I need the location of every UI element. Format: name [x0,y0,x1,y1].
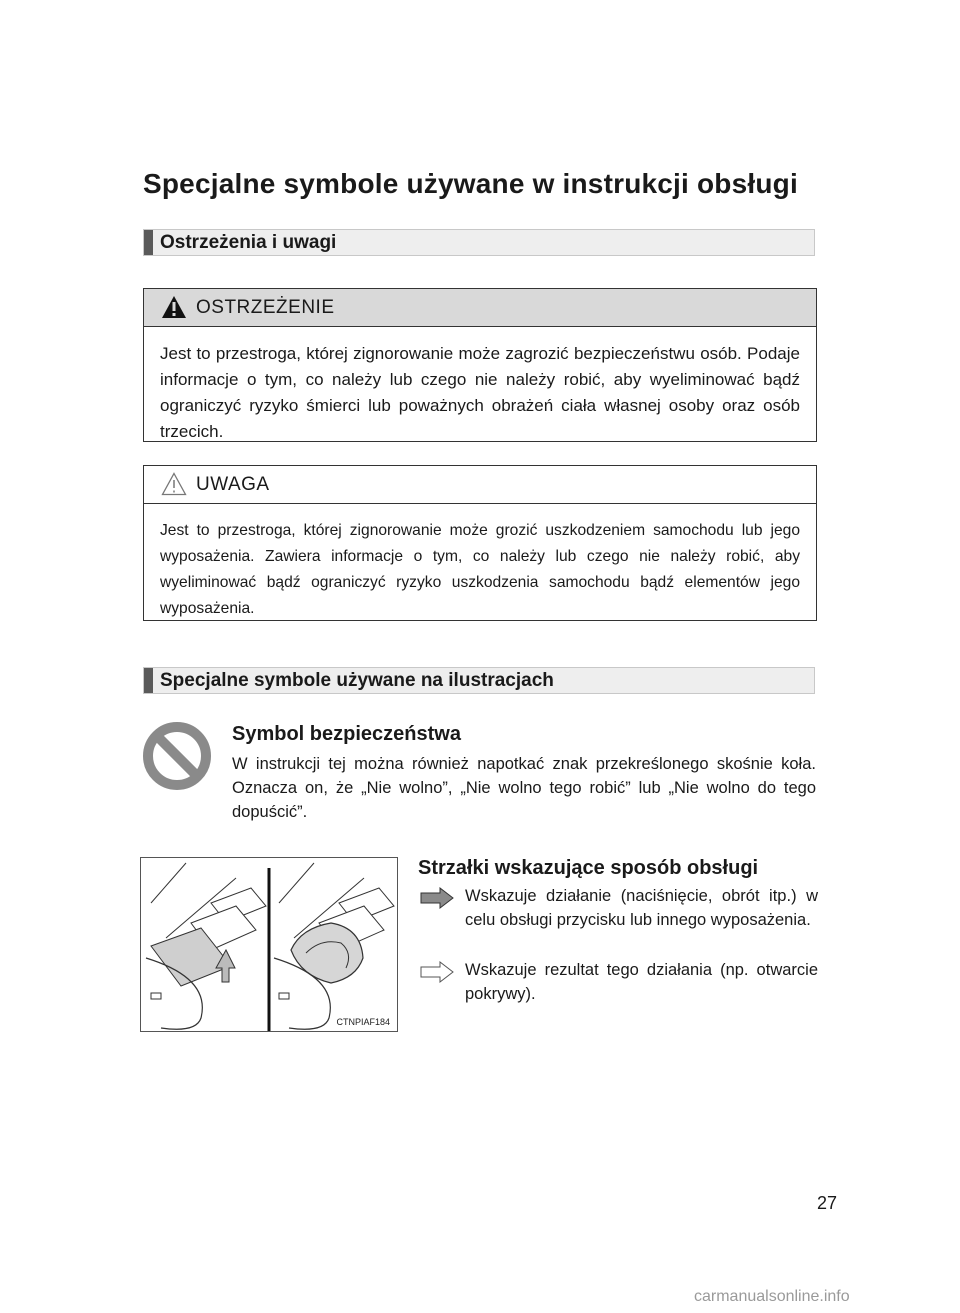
section-label: Specjalne symbole używane na ilustracjach [160,670,554,691]
warning-filled-triangle-icon [161,295,187,319]
caution-box [143,465,817,621]
outline-arrow-icon [420,961,454,983]
warning-box-header [144,289,816,327]
section-label: Ostrzeżenia i uwagi [160,232,337,253]
watermark: carmanualsonline.info [694,1288,850,1305]
arrow-item [420,958,818,1018]
section-accent [144,230,153,255]
console-illustration-drawing [141,858,398,1032]
caution-text: Jest to przestroga, której zignorowanie może grozić uszkodzeniem samochodu lub jego wyposażenia. Zawiera informacje o tym, co należy lub czego nie należy robić, aby wyeliminować bądź ograniczyć ryzyko uszkodzenia samochodu bądź elementów jego wyposażenia. [160,522,800,617]
warning-text: Jest to przestroga, której zignorowanie może zagrozić bezpieczeństwu osób. Podaje informacje o tym, co należy lub czego nie należy robić, aby wyeliminować bądź ograniczyć ryzyko śmierci lub poważnych obrażeń ciała własnej osoby oraz osób trzecich. [160,344,800,441]
prohibited-circle-icon [142,721,212,791]
arrow-item [420,884,818,944]
safety-symbol-title: Symbol bezpieczeństwa [232,723,461,745]
arrows-title: Strzałki wskazujące sposób obsługi [418,857,759,879]
warning-outline-triangle-icon [161,472,187,496]
warning-box [143,288,817,442]
page-title: Specjalne symbole używane w instrukcji obsługi [143,168,798,199]
warning-heading: OSTRZEŻENIE [196,297,335,318]
caution-box-header [144,466,816,504]
section-header-warnings [143,229,815,256]
operation-illustration [140,857,398,1032]
caution-heading: UWAGA [196,474,270,495]
filled-arrow-icon [420,887,454,909]
safety-symbol-text: W instrukcji tej można również napotkać znak przekreślonego skośnie koła. Oznacza on, że „Nie wolno”, „Nie wolno tego robić” lub „Nie wolno do tego dopuścić”. [232,755,816,821]
page-number: 27 [817,1193,838,1213]
section-header-illustrations [143,667,815,694]
arrow-description: Wskazuje rezultat tego działania (np. otwarcie pokrywy). [465,961,818,1003]
figure-code: CTNPIAF184 [336,1017,390,1027]
arrow-description: Wskazuje działanie (naciśnięcie, obrót itp.) w celu obsługi przycisku lub innego wyposażenia. [465,887,818,929]
section-accent [144,668,153,693]
